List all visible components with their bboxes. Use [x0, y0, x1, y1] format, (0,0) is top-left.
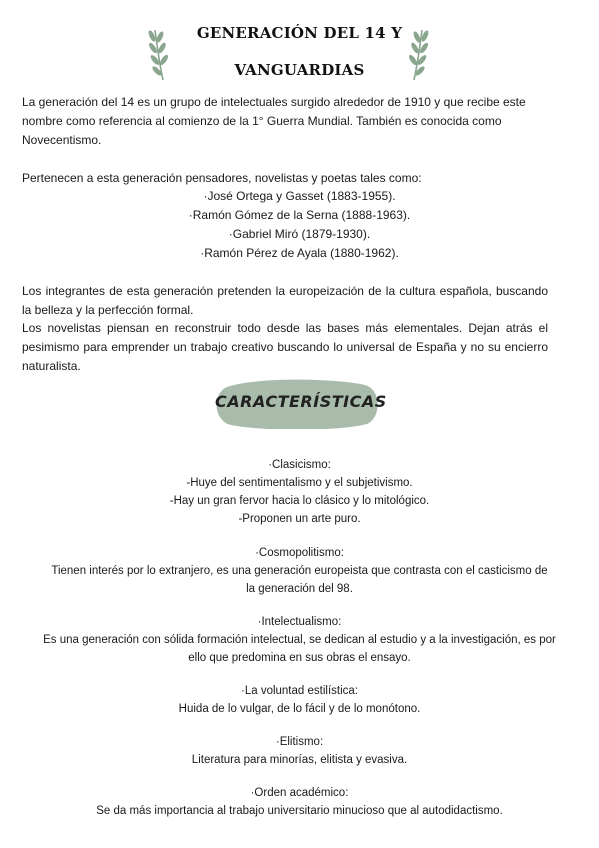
characteristic-line: ello que predomina en sus obras el ensayo. — [188, 652, 411, 664]
intro-paragraph: La generación del 14 es un grupo de intelectuales surgido alrededor de 1910 y que recibe este nombre como referencia al comienzo de la 1° Guerra Mundial. También es conocida como Novecentismo. — [22, 95, 526, 147]
characteristic-heading: ·Clasicismo: — [268, 459, 331, 471]
page-title-line-1: GENERACIÓN DEL 14 Y — [196, 24, 403, 42]
characteristic-heading: ·Elitismo: — [275, 736, 324, 748]
characteristic-line: la generación del 98. — [246, 583, 353, 595]
characteristic-line: Se da más importancia al trabajo universitario minucioso que al autodidactismo. — [96, 805, 503, 817]
member-item: ·Ramón Pérez de Ayala (1880-1962). — [200, 246, 399, 260]
member-item: ·Ramón Gómez de la Serna (1888-1963). — [188, 208, 411, 222]
member-item: ·Gabriel Miró (1879-1930). — [228, 227, 371, 241]
characteristic-line: -Proponen un arte puro. — [238, 513, 361, 525]
characteristic-line: Tienen interés por lo extranjero, es una generación europeista que contrasta con el casticismo de — [51, 565, 548, 577]
characteristic-line: Literatura para minorías, elitista y evasiva. — [191, 754, 408, 766]
europeization-paragraph: Los integrantes de esta generación pretenden la europeización de la cultura española, buscando la belleza y la perfección formal. — [22, 284, 548, 317]
characteristic-heading: ·Orden académico: — [250, 787, 349, 799]
characteristics-heading: CARACTERÍSTICAS — [215, 392, 387, 411]
characteristic-line: -Huye del sentimentalismo y el subjetivismo. — [186, 477, 413, 489]
characteristic-line: -Hay un gran fervor hacia lo clásico y lo mitológico. — [169, 495, 430, 507]
members-intro: Pertenecen a esta generación pensadores, novelistas y poetas tales como: — [22, 171, 422, 185]
characteristic-line: Es una generación con sólida formación intelectual, se dedican al estudio y a la investigación, es por — [43, 634, 556, 646]
characteristic-heading: ·La voluntad estilística: — [241, 685, 358, 697]
novelists-paragraph: Los novelistas piensan en reconstruir todo desde las bases más elementales. Dejan atrás el pesimismo para emprender un trabajo creativo buscando lo universal de España y no su encierro naturalista. — [22, 321, 548, 373]
characteristic-line: Huida de lo vulgar, de lo fácil y de lo monótono. — [178, 703, 421, 715]
characteristic-heading: ·Intelectualismo: — [257, 616, 342, 628]
characteristic-heading: ·Cosmopolitismo: — [255, 547, 344, 559]
member-item: ·José Ortega y Gasset (1883-1955). — [203, 189, 396, 203]
page-title-line-2: VANGUARDIAS — [234, 61, 365, 79]
